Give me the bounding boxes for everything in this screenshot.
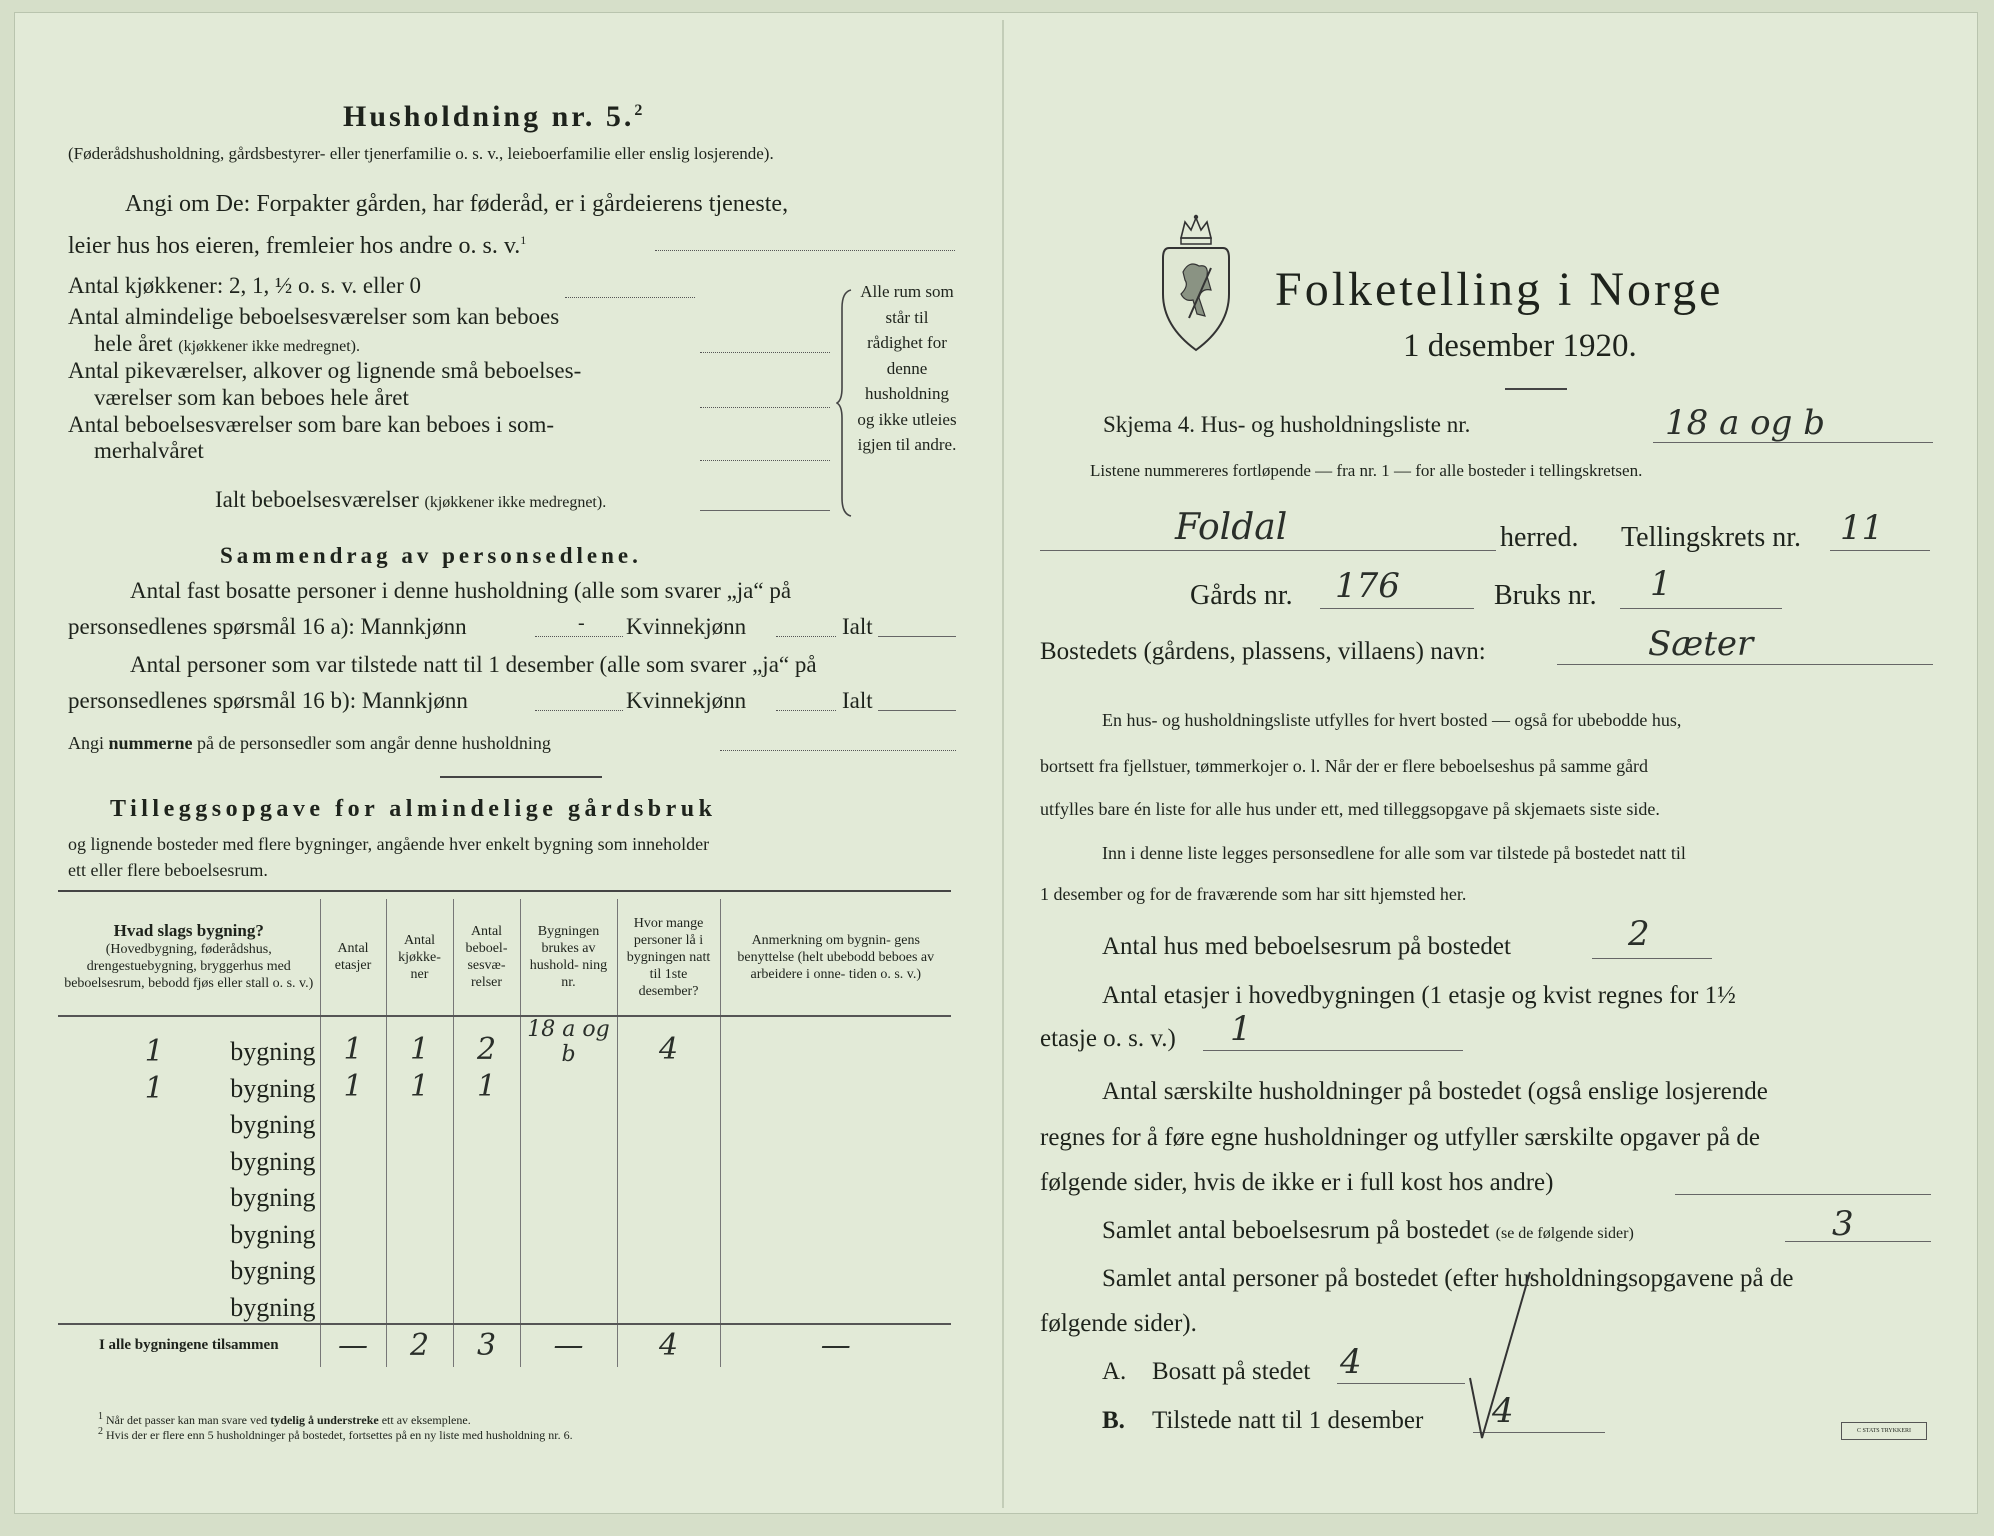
ialt-answer-line[interactable] [700, 510, 830, 511]
sommer-label-2: merhalvåret [94, 438, 204, 463]
table-row [58, 1286, 951, 1324]
cell-etasjer[interactable] [320, 1104, 386, 1141]
bygning-cell[interactable] [58, 1104, 320, 1141]
table-row [58, 1140, 951, 1177]
alm-answer-line[interactable] [700, 352, 830, 353]
col-etasjer: Antal etasjer [320, 899, 386, 1016]
cell-personer[interactable] [617, 1104, 720, 1141]
cell-beboelses[interactable] [453, 1213, 520, 1250]
cell-etasjer[interactable]: 1 [320, 1016, 386, 1067]
fast-kvinne-field[interactable] [776, 636, 836, 637]
beboelsesrum-label: Samlet antal beboelsesrum på bostedet (se de følgende sider) [1102, 1217, 1634, 1244]
sarskilte-field[interactable] [1675, 1194, 1931, 1195]
table-row [58, 1213, 951, 1250]
bygning-count: 1 [144, 1034, 164, 1069]
cell-personer[interactable] [617, 1067, 720, 1104]
bygning-word: bygning [230, 1219, 316, 1249]
cell-anm[interactable] [720, 1016, 951, 1067]
cell-anm[interactable] [720, 1250, 951, 1287]
cell-kjokkener[interactable] [386, 1250, 453, 1287]
coat-of-arms-icon [1159, 214, 1233, 354]
fast-kvinne-label: Kvinnekjønn [626, 614, 747, 639]
total-anm[interactable]: — [720, 1324, 951, 1367]
tilstede-kvinne-label: Kvinnekjønn [626, 688, 747, 713]
personer-line-1: Samlet antal personer på bostedet (efter husholdningsopgavene på de [1102, 1265, 1794, 1292]
page-fold [1002, 20, 1004, 1508]
printer-stamp: C STATS TRYKKERI [1841, 1422, 1927, 1440]
info-line-1: En hus- og husholdningsliste utfylles for hvert bosted — også for ubebodde hus, [1102, 710, 1682, 730]
total-label: I alle bygningene tilsammen [58, 1324, 320, 1367]
cell-etasjer[interactable] [320, 1213, 386, 1250]
fast-mann-field[interactable] [535, 636, 623, 637]
etasjer-line-2: etasje o. s. v.) [1040, 1025, 1176, 1052]
cell-etasjer[interactable] [320, 1140, 386, 1177]
angi-answer-line[interactable] [655, 250, 955, 251]
etasjer-value: 1 [1230, 1009, 1252, 1049]
cell-brukes[interactable] [520, 1250, 617, 1287]
table-row [58, 1067, 951, 1104]
bygning-word: bygning [230, 1183, 316, 1212]
bosatt-letter: A. [1102, 1358, 1127, 1385]
kjokkener-answer-line[interactable] [565, 297, 695, 298]
cell-etasjer[interactable] [320, 1250, 386, 1287]
personer-line-2: følgende sider). [1040, 1310, 1197, 1337]
listene-note: Listene nummereres fortløpende — fra nr. 1 — for alle bosteder i tellingskretsen. [1090, 461, 1643, 480]
total-beboelses[interactable]: 3 [453, 1324, 520, 1367]
bruks-value: 1 [1650, 564, 1672, 604]
total-personer[interactable]: 4 [617, 1324, 720, 1367]
household-subtitle: (Føderådshusholdning, gårdsbestyrer- eller tjenerfamilie o. s. v., leieboerfamilie eller enslig losjerende). [68, 144, 774, 163]
tellingskrets-label: Tellingskrets nr. [1621, 522, 1802, 553]
total-row [58, 1324, 951, 1367]
bygning-word: bygning [230, 1256, 316, 1285]
bygning-word: bygning [230, 1073, 316, 1103]
alm-label-2: hele året (kjøkkener ikke medregnet). [94, 331, 360, 356]
brace-icon [836, 288, 856, 518]
tilstede-label: Tilstede natt til 1 desember [1152, 1407, 1424, 1434]
tillegg-sub-2: ett eller flere beboelsesrum. [68, 860, 268, 880]
tilstede-line-1: Antal personer som var tilstede natt til 1 desember (alle som svarer „ja“ på [130, 652, 817, 677]
cell-kjokkener[interactable] [386, 1104, 453, 1141]
cell-anm[interactable] [720, 1104, 951, 1141]
sarskilte-line-3: følgende sider, hvis de ikke er i full kost hos andre) [1040, 1169, 1554, 1196]
cell-brukes[interactable] [520, 1177, 617, 1214]
cell-beboelses[interactable] [453, 1140, 520, 1177]
cell-beboelses[interactable] [453, 1250, 520, 1287]
table-row [58, 1104, 951, 1141]
table-top-rule [58, 890, 951, 892]
info-line-2: bortsett fra fjellstuer, tømmerkojer o. l. Når der er flere beboelseshus på samme gård [1040, 756, 1649, 776]
pike-answer-line[interactable] [700, 407, 830, 408]
census-date: 1 desember 1920. [1403, 328, 1637, 364]
sommer-answer-line[interactable] [700, 460, 830, 461]
etasjer-field[interactable] [1203, 1050, 1463, 1051]
hus-value: 2 [1628, 914, 1650, 954]
cell-kjokkener[interactable] [386, 1286, 453, 1324]
cell-personer[interactable] [617, 1250, 720, 1287]
cell-anm[interactable] [720, 1140, 951, 1177]
sarskilte-line-1: Antal særskilte husholdninger på bostedet (også enslige losjerende [1102, 1078, 1768, 1105]
bygning-word: bygning [230, 1146, 316, 1176]
household-title: Husholdning nr. 5.$^2$ [343, 100, 646, 133]
total-brukes[interactable]: — [520, 1324, 617, 1367]
tillegg-sub-1: og lignende bosteder med flere bygninger, angående hver enkelt bygning som inneholder [68, 834, 710, 854]
cell-brukes[interactable] [520, 1213, 617, 1250]
bosatt-label: Bosatt på stedet [1152, 1358, 1311, 1385]
cell-anm[interactable] [720, 1067, 951, 1104]
cell-anm[interactable] [720, 1177, 951, 1214]
col-brukes: Bygningen brukes av hushold- ning nr. [520, 899, 617, 1016]
col-hvad: Hvad slags bygning? (Hovedbygning, føderådshus, drengestuebygning, bryggerhus med beboelsesrum, bebodd fjøs eller stall o. s. v.) [58, 899, 320, 1016]
bygning-cell[interactable] [58, 1177, 320, 1214]
bosted-value: Sæter [1648, 624, 1754, 664]
tilstede-ialt-label: Ialt [842, 688, 873, 713]
col-personer: Hvor mange personer lå i bygningen natt til 1ste desember? [617, 899, 720, 1016]
bosted-label: Bostedets (gårdens, plassens, villaens) navn: [1040, 638, 1486, 665]
fast-line-1: Antal fast bosatte personer i denne husholdning (alle som svarer „ja“ på [130, 578, 792, 603]
bruks-label: Bruks nr. [1494, 580, 1597, 611]
fast-ialt-label: Ialt [842, 614, 873, 639]
cell-brukes[interactable] [520, 1067, 617, 1104]
cell-kjokkener[interactable]: 1 [386, 1067, 453, 1104]
table-row [58, 1177, 951, 1214]
cell-personer[interactable] [617, 1213, 720, 1250]
bygning-cell[interactable] [58, 1067, 320, 1104]
total-kjokkener[interactable]: 2 [386, 1324, 453, 1367]
bygning-word: bygning [230, 1292, 316, 1322]
gards-label: Gårds nr. [1190, 580, 1293, 611]
info-line-3: utfylles bare én liste for alle hus under ett, med tilleggsopgave på skjemaets siste side. [1040, 799, 1660, 819]
cell-kjokkener[interactable] [386, 1213, 453, 1250]
cell-personer[interactable]: 4 [617, 1016, 720, 1067]
hus-label: Antal hus med beboelsesrum på bostedet [1102, 933, 1511, 960]
cell-brukes[interactable] [520, 1286, 617, 1324]
cell-brukes[interactable] [520, 1140, 617, 1177]
beboelsesrum-value: 3 [1832, 1204, 1854, 1244]
cell-brukes[interactable] [520, 1104, 617, 1141]
angi-line-1: Angi om De: Forpakter gården, har føderåd, er i gårdeierens tjeneste, [125, 191, 789, 217]
bruks-field[interactable] [1620, 608, 1782, 609]
cell-etasjer[interactable] [320, 1177, 386, 1214]
col-kjokkener: Antal kjøkke- ner [386, 899, 453, 1016]
col-beboelses: Antal beboel- sesvæ- relser [453, 899, 520, 1016]
fast-line-2: personsedlenes spørsmål 16 a): Mannkjønn [68, 614, 467, 639]
sammendrag-title: Sammendrag av personsedlene. [220, 543, 642, 568]
tilstede-kvinne-field[interactable] [776, 710, 836, 711]
cell-kjokkener[interactable] [386, 1177, 453, 1214]
angi-nummerne-field[interactable] [720, 750, 956, 751]
cell-anm[interactable] [720, 1286, 951, 1324]
bygning-cell[interactable] [58, 1286, 320, 1324]
table-row [58, 1250, 951, 1287]
bosted-field[interactable] [1557, 664, 1933, 665]
footnote-2: $^2$ Hvis der er flere enn 5 husholdninger på bostedet, fortsettes på en ny liste med husholdning nr. 6. [98, 1426, 573, 1442]
main-title: Folketelling i Norge [1275, 263, 1724, 316]
bosatt-value: 4 [1340, 1342, 1362, 1382]
section-divider [440, 776, 602, 778]
etasjer-line-1: Antal etasjer i hovedbygningen (1 etasje og kvist regnes for 1½ [1102, 982, 1736, 1009]
title-divider [1505, 388, 1567, 390]
footnote-1: $^1$ Når det passer kan man svare ved tydelig å understreke ett av eksemplene. [98, 1411, 471, 1427]
cell-beboelses[interactable]: 1 [453, 1067, 520, 1104]
bygning-cell[interactable] [58, 1213, 320, 1250]
col-anmerkning: Anmerkning om bygnin- gens benyttelse (helt ubebodd beboes av arbeidere i onne- tiden o. s. v.) [720, 899, 951, 1016]
info-line-4: Inn i denne liste legges personsedlene for alle som var tilstede på bostedet natt til [1102, 843, 1686, 863]
tilstede-letter: B. [1102, 1407, 1125, 1434]
beboelsesrum-field[interactable] [1785, 1241, 1931, 1242]
herred-field[interactable] [1040, 550, 1496, 551]
bygning-count: 1 [144, 1070, 164, 1106]
skjema-value: 18 a og b [1665, 403, 1825, 443]
sarskilte-line-2: regnes for å føre egne husholdninger og utfyller særskilte opgaver på de [1040, 1124, 1760, 1151]
cell-personer[interactable] [617, 1177, 720, 1214]
bygning-cell[interactable] [58, 1016, 320, 1067]
bosatt-field[interactable] [1337, 1383, 1465, 1384]
gards-field[interactable] [1320, 608, 1474, 609]
cell-beboelses[interactable]: 2 [453, 1016, 520, 1067]
info-line-5: 1 desember og for de fraværende som har sitt hjemsted her. [1040, 884, 1467, 904]
table-row [58, 1016, 951, 1067]
cell-kjokkener[interactable] [386, 1140, 453, 1177]
bygning-word: bygning [230, 1110, 316, 1139]
cell-etasjer[interactable] [320, 1286, 386, 1324]
herred-value: Foldal [1175, 507, 1288, 548]
check-mark-icon [1468, 1268, 1538, 1448]
fast-mann-value: - [578, 612, 585, 634]
buildings-table [58, 899, 951, 1367]
kjokkener-label: Antal kjøkkener: 2, 1, ½ o. s. v. eller 0 [68, 273, 422, 298]
ialt-label: Ialt beboelsesværelser (kjøkkener ikke medregnet). [215, 487, 607, 512]
total-etasjer[interactable]: — [320, 1324, 386, 1367]
cell-personer[interactable] [617, 1286, 720, 1324]
tellingskrets-value: 11 [1840, 508, 1884, 548]
pike-label-2: værelser som kan beboes hele året [94, 385, 409, 410]
hus-field[interactable] [1592, 958, 1712, 959]
tillegg-title: Tilleggsopgave for almindelige gårdsbruk [110, 796, 717, 822]
sommer-label-1: Antal beboelsesværelser som bare kan beboes i som- [68, 412, 555, 437]
tilstede-ialt-field[interactable] [878, 710, 956, 711]
angi-line-2: leier hus hos eieren, fremleier hos andre o. s. v.$^1$ [68, 233, 527, 259]
skjema-label: Skjema 4. Hus- og husholdningsliste nr. [1103, 412, 1471, 437]
cell-beboelses[interactable] [453, 1286, 520, 1324]
fast-ialt-field[interactable] [878, 636, 956, 637]
cell-etasjer[interactable]: 1 [320, 1067, 386, 1104]
angi-nummerne: Angi nummerne på de personsedler som angår denne husholdning [68, 733, 551, 753]
herred-label: herred. [1500, 522, 1579, 553]
tellingskrets-field[interactable] [1830, 550, 1930, 551]
tilstede-line-2: personsedlenes spørsmål 16 b): Mannkjønn [68, 688, 468, 713]
pike-label-1: Antal pikeværelser, alkover og lignende små beboelses- [68, 358, 582, 383]
bygning-cell[interactable] [58, 1140, 320, 1177]
alm-label-1: Antal almindelige beboelsesværelser som kan beboes [68, 304, 560, 329]
tilstede-value: 4 [1492, 1391, 1514, 1431]
cell-kjokkener[interactable]: 1 [386, 1016, 453, 1067]
gards-value: 176 [1335, 566, 1400, 606]
cell-beboelses[interactable] [453, 1104, 520, 1141]
cell-personer[interactable] [617, 1140, 720, 1177]
bygning-word: bygning [230, 1037, 316, 1066]
cell-beboelses[interactable] [453, 1177, 520, 1214]
bygning-cell[interactable] [58, 1250, 320, 1287]
tilstede-mann-field[interactable] [535, 710, 623, 711]
brace-note: Alle rum som står til rådighet for denne husholdning og ikke utleies igjen til andre. [857, 282, 957, 454]
cell-anm[interactable] [720, 1213, 951, 1250]
cell-brukes[interactable]: 18 a og b [520, 1016, 617, 1067]
